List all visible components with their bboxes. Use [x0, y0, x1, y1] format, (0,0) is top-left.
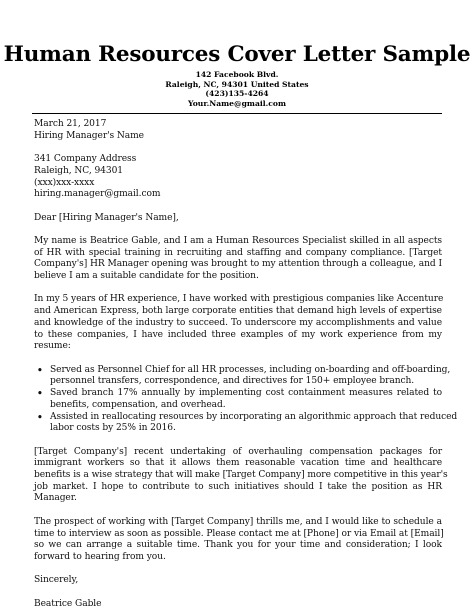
bullet-line: Served as Personnel Chief for all HR processes, including on-boarding and off-boarding, — [50, 364, 451, 375]
letter-body — [34, 119, 458, 610]
spacer — [34, 564, 442, 576]
list-item — [34, 411, 458, 435]
paragraph-line: of HR with special training in recruiting and staffing and company compliance. [Target — [34, 247, 442, 258]
letter-date: March 21, 2017 — [34, 119, 107, 129]
bullet-line: Saved branch 17% annually by implementing cost containment measures related to — [50, 388, 442, 399]
spacer — [34, 283, 442, 295]
bullet-icon: • — [37, 411, 43, 423]
sender-address-line2: Raleigh, NC, 94301 United States — [165, 79, 309, 89]
list-item — [34, 388, 442, 411]
sender-address-line1: 142 Facebook Blvd. — [195, 70, 279, 79]
bullet-icon: • — [37, 388, 43, 400]
paragraph-line: immigrant workers so that it allows them reasonable vacation time and healthcare — [34, 458, 442, 469]
paragraph-line: believe I am a suitable candidate for the position. — [34, 271, 259, 282]
paragraph-line: Manager. — [34, 493, 77, 504]
closing: Sincerely, — [34, 575, 79, 586]
paragraph-line: The prospect of working with [Target Company] thrills me, and I would like to schedule a — [34, 516, 442, 527]
bullet-icon: • — [37, 364, 43, 376]
recipient-address-line1: 341 Company Address — [34, 154, 137, 165]
sender-contact-block — [0, 70, 474, 108]
sender-email: Your.Name@gmail.com — [187, 98, 287, 108]
paragraph-intro — [34, 236, 442, 283]
spacer — [34, 224, 442, 236]
bullet-line: labor costs by 25% in 2016. — [50, 423, 176, 434]
spacer — [34, 587, 442, 599]
spacer — [34, 505, 442, 517]
paragraph-line: to these companies, I have included three examples of my work experience from my — [34, 329, 442, 340]
paragraph-line: Company's] HR Manager opening was brought to my attention through a colleague, and I — [34, 259, 442, 270]
paragraph-closing — [34, 517, 442, 564]
bullet-line: benefits, compensation, and overhead. — [50, 399, 226, 410]
paragraph-line: benefits is a wise strategy that will make [Target Company] more competitive in this year's — [34, 470, 448, 480]
recipient-phone: (xxx)xxx-xxxx — [34, 177, 95, 188]
paragraph-line: job market. I hope to contribute to such initiatives should I take the position as HR — [34, 481, 442, 492]
bullet-line: personnel transfers, correspondence, and directives for 150+ employee branch. — [50, 376, 415, 387]
document-title: Human Resources Cover Letter Sample — [3, 42, 471, 67]
recipient-name: Hiring Manager's Name — [34, 130, 144, 141]
paragraph-line: and American Express, both large corporate entities that demand high levels of expertise — [34, 306, 442, 317]
signature-name: Beatrice Gable — [34, 598, 102, 609]
spacer — [34, 353, 442, 365]
recipient-email: hiring.manager@gmail.com — [34, 189, 161, 200]
paragraph-target-company — [34, 446, 448, 506]
paragraph-line: In my 5 years of HR experience, I have worked with prestigious companies like Accenture — [34, 294, 444, 305]
paragraph-line: so we can arrange a suitable time. Thank you for your time and consideration; I look — [34, 540, 442, 551]
paragraph-experience — [34, 294, 442, 353]
bullet-line: Assisted in reallocating resources by incorporating an algorithmic approach that reduced — [50, 411, 458, 422]
spacer — [34, 142, 442, 154]
spacer — [34, 435, 442, 447]
header-divider — [32, 113, 442, 114]
paragraph-line: and knowledge of the industry to succeed. To underscore my accomplishments and value — [34, 317, 442, 328]
paragraph-line: My name is Beatrice Gable, and I am a Human Resources Specialist skilled in all aspects — [34, 235, 442, 246]
list-item — [34, 364, 451, 388]
paragraph-line: [Target Company's] recent undertaking of overhauling compensation packages for — [34, 446, 442, 457]
experience-bullet-list — [34, 364, 458, 435]
spacer — [34, 201, 442, 213]
paragraph-line: time to interview as soon as possible. Please contact me at [Phone] or via Email at [Email] — [34, 528, 444, 539]
paragraph-line: forward to hearing from you. — [34, 551, 166, 562]
salutation: Dear [Hiring Manager's Name], — [34, 212, 179, 223]
paragraph-line: resume: — [34, 341, 71, 352]
sender-phone: (423)135-4264 — [205, 89, 269, 99]
recipient-address-line2: Raleigh, NC, 94301 — [34, 165, 123, 176]
